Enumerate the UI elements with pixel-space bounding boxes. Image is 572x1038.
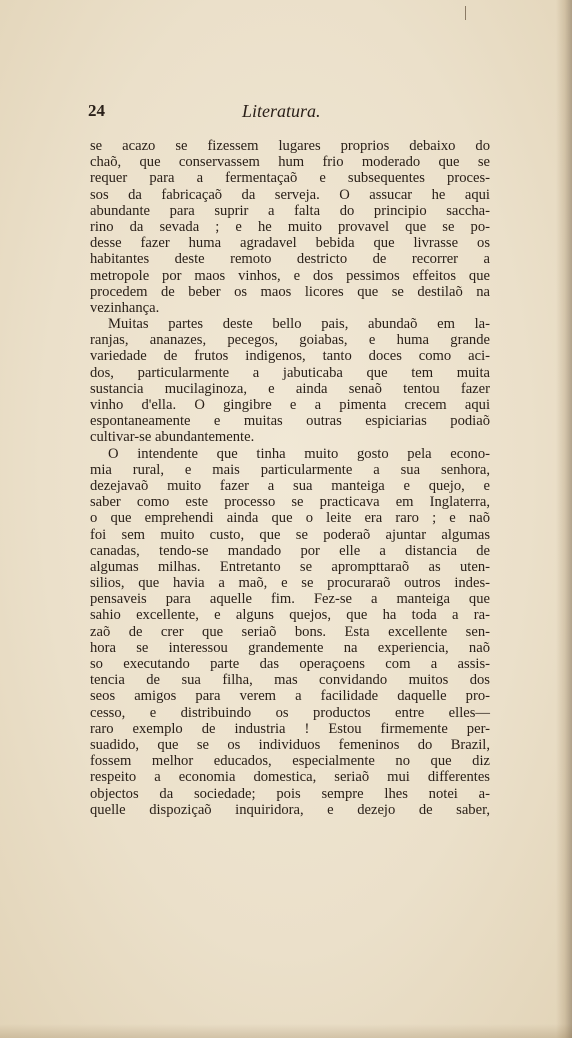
text-line: habitantes deste remoto destricto de recorrer a	[90, 251, 490, 268]
text-line: sahio excellente, e alguns quejos, que ha toda a ra-	[90, 607, 490, 624]
text-line: variedade de frutos indigenos, tanto doces como aci-	[90, 348, 490, 365]
text-line: sustancia mucilaginoza, e ainda senaõ tentou fazer	[90, 380, 490, 397]
text-line: mia rural, e mais particularmente a sua senhora,	[90, 461, 490, 478]
text-line: dos, particularmente a jabuticaba que tem muita	[90, 364, 490, 381]
text-line: espontaneamente e muitas outras espiciarias podiaõ	[90, 413, 490, 430]
text-line: saber como este processo se practicava em Inglaterra,	[90, 494, 490, 511]
text-line: so executando parte das operaçoens com a assis-	[90, 656, 490, 672]
page-crease	[465, 6, 466, 20]
text-line: sos da fabricaçaõ da serveja. O assucar he aqui	[90, 186, 490, 203]
text-line: se acazo se fizessem lugares proprios debaixo do	[90, 138, 490, 154]
text-line: vinho d'ella. O gingibre e a pimenta crecem aqui	[90, 397, 490, 413]
text-line: zaõ de crer que seriaõ bons. Esta excellente sen-	[90, 623, 490, 640]
text-line: procedem de beber os maos licores que se destilaõ na	[90, 283, 490, 300]
text-line: metropole por maos vinhos, e dos pessimos effeitos que	[90, 267, 490, 284]
running-title: Literatura.	[242, 101, 321, 121]
text-line: desse fazer huma agradavel bebida que livrasse os	[90, 235, 490, 252]
paragraph-start-line: Muitas partes deste bello pais, abundaõ em la-	[108, 316, 490, 333]
text-line: seos amigos para verem a facilidade daquelle pro-	[90, 688, 490, 705]
text-line: abundante para suprir a falta do principio saccha-	[90, 202, 490, 219]
paragraph-end-line: vezinhança.	[90, 299, 160, 316]
body-text	[90, 138, 490, 818]
paragraph-end-line: cultivar-se abundantemente.	[90, 429, 255, 446]
text-line: raro exemplo de industria ! Estou firmemente per-	[90, 720, 490, 737]
text-line: cesso, e distribuindo os productos entre elles—	[90, 704, 490, 721]
text-line: rino da sevada ; e he muito provavel que se po-	[90, 218, 490, 235]
text-line: tencia de sua filha, mas convidando muitos dos	[90, 672, 490, 689]
text-line: hora se interessou grandemente na experiencia, naõ	[90, 639, 490, 656]
text-line: algumas milhas. Entretanto se aprompttaraõ as uten-	[90, 558, 490, 575]
text-line: fossem melhor educados, especialmente no que diz	[90, 753, 490, 770]
text-line: quelle dispoziçaõ inquiridora, e dezejo de saber,	[90, 801, 490, 818]
text-line: objectos da sociedade; pois sempre lhes notei a-	[90, 785, 490, 802]
text-line: foi sem muito custo, que se poderaõ ajuntar algumas	[90, 526, 490, 543]
text-line: ranjas, ananazes, pecegos, goiabas, e huma grande	[90, 332, 490, 349]
text-line: o que emprehendi ainda que o leite era raro ; e naõ	[90, 510, 490, 527]
text-line: respeito a economia domestica, seriaõ mui differentes	[90, 769, 490, 786]
paragraph-start-line: O intendente que tinha muito gosto pela econo-	[108, 445, 490, 462]
text-line: chaõ, que conservassem hum frio moderado que se	[90, 154, 490, 171]
text-line: silios, que havia a maõ, e se procuraraõ outros indes-	[90, 575, 490, 592]
text-line: canadas, tendo-se mandado por elle a distancia de	[90, 542, 490, 559]
page-number: 24	[88, 101, 105, 120]
text-line: requer para a fermentaçaõ e subsequentes proces-	[90, 170, 490, 187]
text-line: pensaveis para aquelle fim. Fez-se a manteiga que	[90, 591, 490, 608]
page-edge-shadow	[556, 0, 572, 1038]
text-line: suadido, que se os individuos femeninos do Brazil,	[90, 736, 490, 753]
page-bottom-shadow	[0, 1024, 572, 1038]
running-head	[88, 101, 490, 125]
text-line: dezejavaõ muito fazer a sua manteiga e quejo, e	[90, 477, 490, 494]
